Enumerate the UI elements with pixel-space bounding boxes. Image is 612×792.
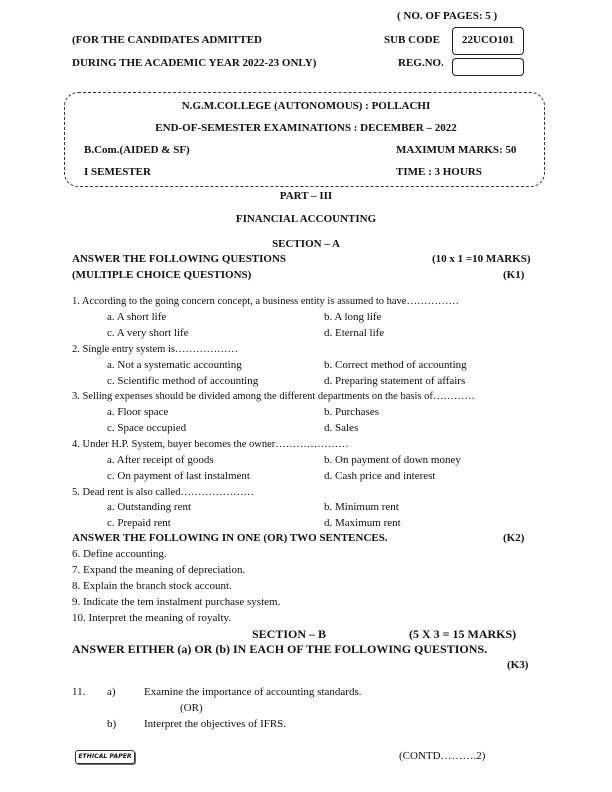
part-heading: PART – III bbox=[279, 190, 333, 202]
mcq-option: c. Scientific method of accounting bbox=[107, 375, 259, 387]
short-answer-instruction: ANSWER THE FOLLOWING IN ONE (OR) TWO SENTENCES. bbox=[72, 532, 388, 544]
option-a-text: Examine the importance of accounting standards. bbox=[144, 686, 362, 698]
section-b-level: (K3) bbox=[507, 659, 529, 671]
mcq-question: 2. Single entry system is……………… bbox=[72, 344, 238, 355]
mcq-option: b. A long life bbox=[324, 311, 382, 323]
short-question: 10. Interpret the meaning of royalty. bbox=[72, 612, 232, 624]
reg-no-label: REG.NO. bbox=[398, 57, 444, 69]
section-a-title: SECTION – A bbox=[272, 238, 340, 250]
section-a-level: (K1) bbox=[503, 269, 525, 281]
college-name: N.G.M.COLLEGE (AUTONOMOUS) : POLLACHI bbox=[181, 100, 431, 112]
mcq-option: c. Prepaid rent bbox=[107, 517, 171, 529]
ethical-paper-logo-text: ETHICAL PAPER bbox=[78, 753, 132, 760]
mcq-question: 1. According to the going concern concept, a business entity is assumed to have…………… bbox=[72, 296, 459, 307]
sub-code-label: SUB CODE bbox=[384, 34, 440, 46]
short-question: 9. Indicate the tem instalment purchase system. bbox=[72, 596, 281, 608]
mcq-question: 3. Selling expenses should be divided among the different departments on the basis of………… bbox=[72, 391, 475, 402]
subject-title: FINANCIAL ACCOUNTING bbox=[235, 213, 377, 225]
course-name: B.Com.(AIDED & SF) bbox=[84, 144, 190, 156]
sub-code-value: 22UCO101 bbox=[462, 34, 514, 46]
candidates-line-1: (FOR THE CANDIDATES ADMITTED bbox=[72, 34, 262, 46]
mcq-option: a. Outstanding rent bbox=[107, 501, 192, 513]
sub-code-box bbox=[452, 27, 524, 55]
reg-no-field[interactable] bbox=[452, 58, 524, 76]
option-a-label: a) bbox=[107, 686, 116, 698]
section-a-marks: (10 x 1 =10 MARKS) bbox=[432, 253, 531, 265]
mcq-option: b. Purchases bbox=[324, 406, 379, 418]
mcq-question: 5. Dead rent is also called………………… bbox=[72, 487, 254, 498]
mcq-option: d. Preparing statement of affairs bbox=[324, 375, 466, 387]
maximum-marks: MAXIMUM MARKS: 50 bbox=[396, 144, 517, 156]
candidates-line-2: DURING THE ACADEMIC YEAR 2022-23 ONLY) bbox=[72, 57, 317, 69]
mcq-question: 4. Under H.P. System, buyer becomes the owner………………… bbox=[72, 439, 349, 450]
section-a-instruction: ANSWER THE FOLLOWING QUESTIONS bbox=[72, 253, 287, 265]
mcq-option: b. On payment of down money bbox=[324, 454, 461, 466]
section-b-instruction: ANSWER EITHER (a) OR (b) IN EACH OF THE FOLLOWING QUESTIONS. bbox=[72, 642, 488, 656]
mcq-option: c. A very short life bbox=[107, 327, 189, 339]
section-b-marks: (5 X 3 = 15 MARKS) bbox=[409, 627, 517, 641]
short-question: 6. Define accounting. bbox=[72, 548, 167, 560]
mcq-option: a. After receipt of goods bbox=[107, 454, 214, 466]
ethical-paper-logo bbox=[75, 750, 135, 764]
question-number: 11. bbox=[72, 686, 86, 698]
mcq-option: c. On payment of last instalment bbox=[107, 470, 250, 482]
short-answer-level: (K2) bbox=[503, 532, 525, 544]
mcq-option: b. Correct method of accounting bbox=[324, 359, 467, 371]
mcq-option: c. Space occupied bbox=[107, 422, 187, 434]
mcq-option: d. Cash price and interest bbox=[324, 470, 436, 482]
mcq-option: a. Not a systematic accounting bbox=[107, 359, 242, 371]
option-b-label: b) bbox=[107, 718, 117, 730]
section-b-title: SECTION – B bbox=[252, 627, 327, 641]
exam-title: END-OF-SEMESTER EXAMINATIONS : DECEMBER – 2022 bbox=[155, 122, 457, 134]
option-b-text: Interpret the objectives of IFRS. bbox=[144, 718, 287, 730]
mcq-option: a. Floor space bbox=[107, 406, 169, 418]
or-label: (OR) bbox=[180, 702, 203, 714]
semester: I SEMESTER bbox=[84, 166, 151, 178]
mcq-option: a. A short life bbox=[107, 311, 167, 323]
mcq-option: b. Minimum rent bbox=[324, 501, 399, 513]
page-count: ( NO. OF PAGES: 5 ) bbox=[397, 10, 498, 22]
section-a-subtitle: (MULTIPLE CHOICE QUESTIONS) bbox=[72, 269, 252, 281]
mcq-option: d. Eternal life bbox=[324, 327, 385, 339]
short-question: 7. Expand the meaning of depreciation. bbox=[72, 564, 246, 576]
continued-note: (CONTD……….2) bbox=[399, 750, 486, 762]
mcq-option: d. Maximum rent bbox=[324, 517, 401, 529]
short-question: 8. Explain the branch stock account. bbox=[72, 580, 232, 592]
mcq-option: d. Sales bbox=[324, 422, 359, 434]
exam-time: TIME : 3 HOURS bbox=[396, 166, 482, 178]
